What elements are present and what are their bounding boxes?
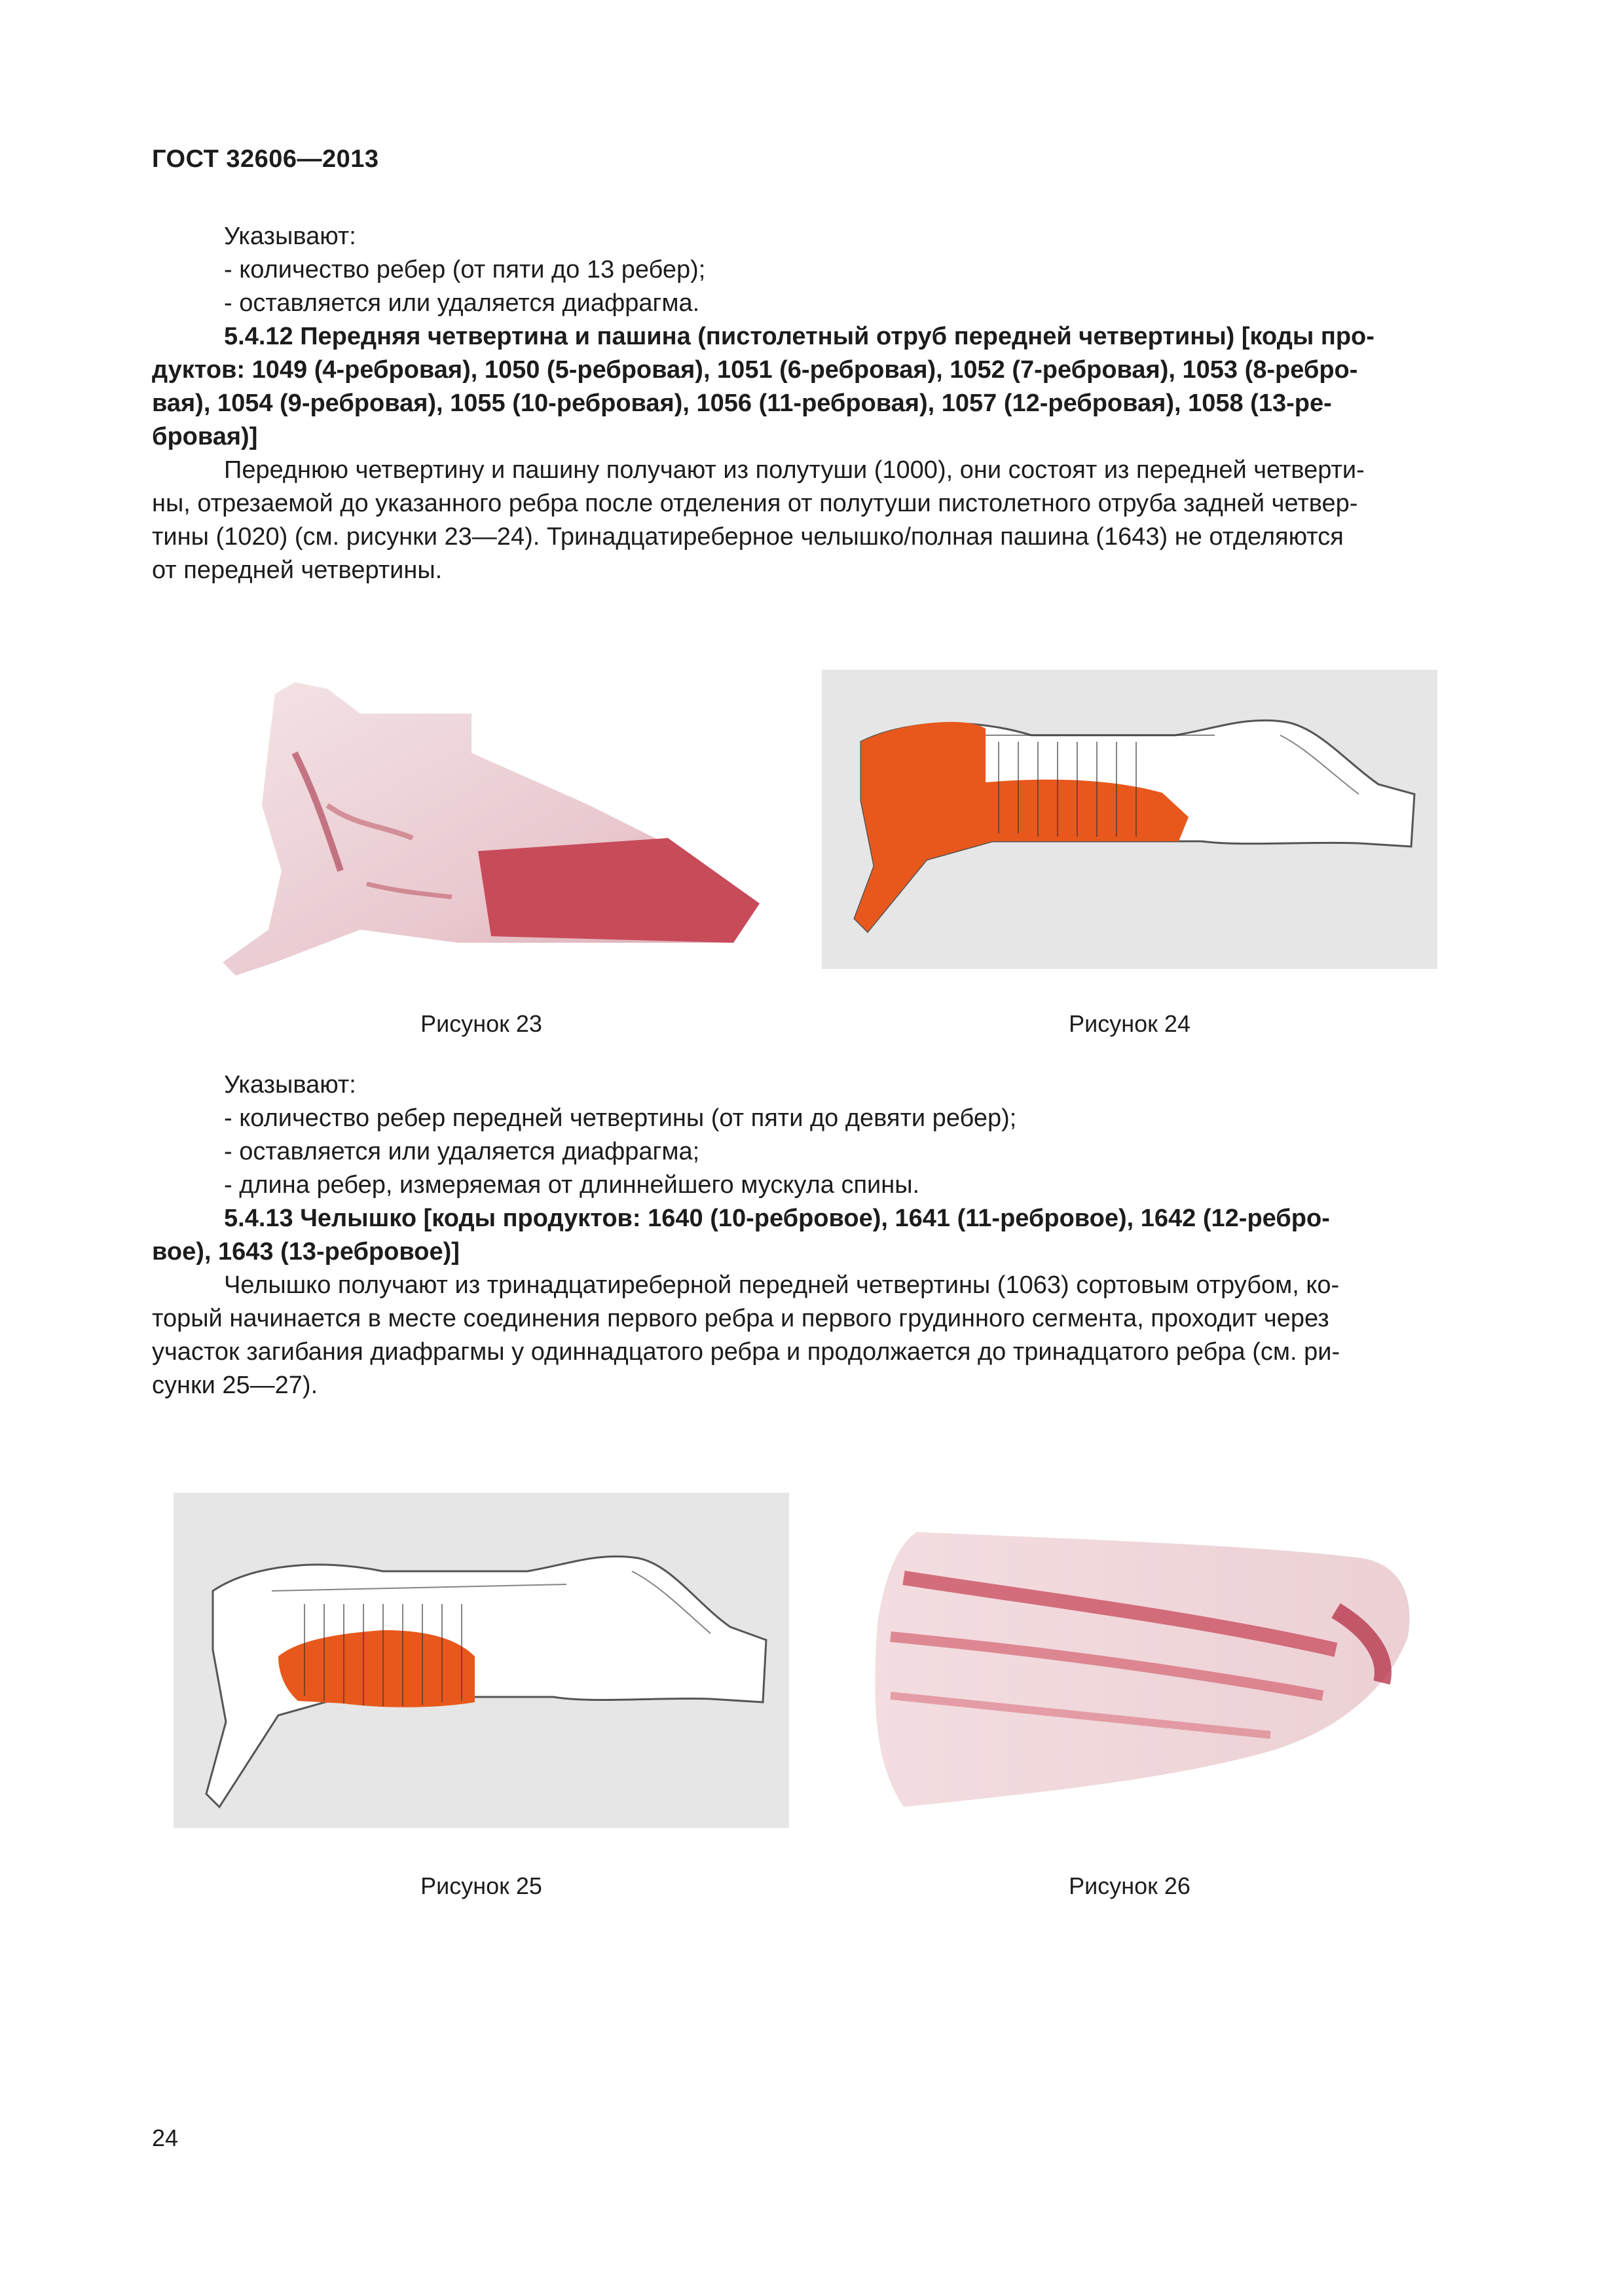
figure-26-photo <box>864 1519 1414 1807</box>
body-line: тины (1020) (см. рисунки 23—24). Тринадцатиреберное челышко/полная пашина (1643) не отделяются <box>152 523 1344 551</box>
section-5-4-13-block <box>152 1068 1469 1402</box>
section-heading-line: дуктов: 1049 (4-ребровая), 1050 (5-ребровая), 1051 (6-ребровая), 1052 (7-ребровая), 1053 (8-ребро- <box>152 356 1358 384</box>
section-heading-line: бровая)] <box>152 423 258 450</box>
page-number: 24 <box>152 2124 179 2151</box>
body-line: участок загибания диафрагмы у одиннадцатого ребра и продолжается до тринадцатого ребра (см. ри- <box>152 1338 1340 1366</box>
body-line: Челышко получают из тринадцатиреберной передней четвертины (1063) сортовым отрубом, ко- <box>224 1271 1340 1299</box>
list-item: - оставляется или удаляется диафрагма. <box>224 289 700 317</box>
section-5-4-12-block <box>152 220 1469 587</box>
list-item: - длина ребер, измеряемая от длиннейшего мускула спины. <box>224 1171 920 1199</box>
list-item: - количество ребер передней четвертины (от пяти до девяти ребер); <box>224 1104 1017 1132</box>
list-item: - оставляется или удаляется диафрагма; <box>224 1138 700 1165</box>
section-heading-line: вое), 1643 (13-ребровое)] <box>152 1238 460 1266</box>
figure-23-caption: Рисунок 23 <box>420 1010 542 1037</box>
list-item: - количество ребер (от пяти до 13 ребер); <box>224 256 706 283</box>
section-heading-line: 5.4.13 Челышко [коды продуктов: 1640 (10-ребровое), 1641 (11-ребровое), 1642 (12-ребро- <box>224 1205 1330 1232</box>
figure-23-photo <box>196 674 773 982</box>
body-line: торый начинается в месте соединения первого ребра и первого грудинного сегмента, проходит через <box>152 1305 1329 1332</box>
body-line: Переднюю четвертину и пашину получают из полутуши (1000), они состоят из передней четверти- <box>224 456 1365 484</box>
section-heading-line: вая), 1054 (9-ребровая), 1055 (10-ребровая), 1056 (11-ребровая), 1057 (12-ребровая), 1058 (13-ре- <box>152 390 1332 417</box>
figure-25-diagram <box>174 1493 789 1828</box>
section-heading-line: 5.4.12 Передняя четвертина и пашина (пистолетный отруб передней четвертины) [коды про- <box>224 323 1375 350</box>
body-line: от передней четвертины. <box>152 556 443 584</box>
figure-24-diagram <box>822 670 1437 969</box>
figure-25-caption: Рисунок 25 <box>420 1872 542 1899</box>
figure-26-caption: Рисунок 26 <box>1069 1872 1190 1899</box>
body-line: сунки 25—27). <box>152 1372 318 1399</box>
intro-text: Указывают: <box>224 223 356 250</box>
intro-text: Указывают: <box>224 1071 356 1099</box>
body-line: ны, отрезаемой до указанного ребра после отделения от полутуши пистолетного отруба задней четвер- <box>152 490 1358 517</box>
document-header: ГОСТ 32606—2013 <box>152 145 379 173</box>
figure-24-caption: Рисунок 24 <box>1069 1010 1190 1037</box>
